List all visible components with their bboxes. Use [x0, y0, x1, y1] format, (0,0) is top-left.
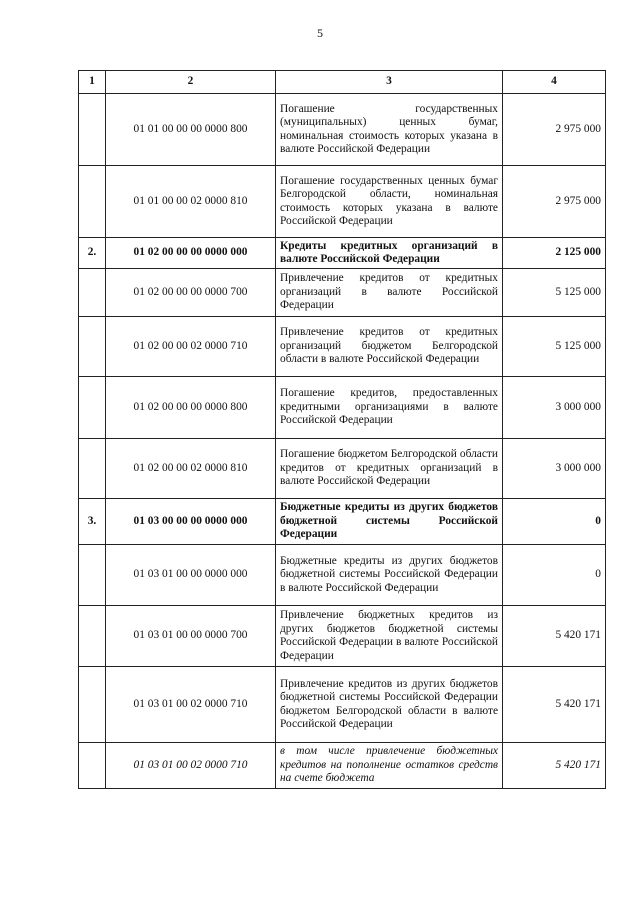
row-description: Бюджетные кредиты из других бюджетов бюджетной системы Российской Федерации в валюте Российской Федерации — [276, 545, 503, 606]
budget-code: 01 02 00 00 00 0000 800 — [106, 377, 276, 439]
row-description: Погашение государственных ценных бумаг Белгородской области, номинальная стоимость которых указана в валюте Российской Федерации — [276, 166, 503, 238]
column-header-1: 1 — [79, 71, 106, 94]
table-row — [79, 317, 606, 377]
table-row-section — [79, 238, 606, 269]
row-amount: 5 125 000 — [503, 317, 606, 377]
budget-code: 01 02 00 00 00 0000 700 — [106, 269, 276, 317]
budget-code: 01 03 01 00 00 0000 000 — [106, 545, 276, 606]
table-row-section — [79, 499, 606, 545]
row-amount: 5 420 171 — [503, 606, 606, 667]
row-number — [79, 269, 106, 317]
row-description: Привлечение кредитов от кредитных организаций бюджетом Белгородской области в валюте Российской Федерации — [276, 317, 503, 377]
row-amount: 5 420 171 — [503, 667, 606, 743]
budget-code: 01 02 00 00 00 0000 000 — [106, 238, 276, 269]
table-row — [79, 377, 606, 439]
table-row — [79, 269, 606, 317]
table-row-including — [79, 743, 606, 789]
page-number: 5 — [317, 26, 323, 40]
row-description: Погашение государственных (муниципальных) ценных бумаг, номинальная стоимость которых указана в валюте Российской Федерации — [276, 94, 503, 166]
table-row — [79, 545, 606, 606]
row-description: Привлечение бюджетных кредитов из других бюджетов бюджетной системы Российской Федерации в валюте Российской Федерации — [276, 606, 503, 667]
budget-code: 01 02 00 00 02 0000 710 — [106, 317, 276, 377]
row-number — [79, 377, 106, 439]
column-header-3: 3 — [276, 71, 503, 94]
row-number: 2. — [79, 238, 106, 269]
table-row — [79, 439, 606, 499]
budget-code: 01 03 01 00 02 0000 710 — [106, 743, 276, 789]
row-description: Привлечение кредитов из других бюджетов бюджетной системы Российской Федерации бюджетом Белгородской области в валюте Российской Федерации — [276, 667, 503, 743]
row-number — [79, 166, 106, 238]
row-number: 3. — [79, 499, 106, 545]
row-amount: 2 975 000 — [503, 166, 606, 238]
row-number — [79, 545, 106, 606]
budget-code: 01 01 00 00 00 0000 800 — [106, 94, 276, 166]
row-amount: 3 000 000 — [503, 439, 606, 499]
table-header-row — [79, 71, 606, 94]
row-amount: 2 975 000 — [503, 94, 606, 166]
row-amount: 2 125 000 — [503, 238, 606, 269]
budget-code: 01 01 00 00 02 0000 810 — [106, 166, 276, 238]
row-description: Бюджетные кредиты из других бюджетов бюджетной системы Российской Федерации — [276, 499, 503, 545]
row-amount: 3 000 000 — [503, 377, 606, 439]
table-row — [79, 166, 606, 238]
row-amount: 0 — [503, 499, 606, 545]
row-description: Привлечение кредитов от кредитных организаций в валюте Российской Федерации — [276, 269, 503, 317]
row-number — [79, 606, 106, 667]
budget-code: 01 03 01 00 02 0000 710 — [106, 667, 276, 743]
budget-code: 01 02 00 00 02 0000 810 — [106, 439, 276, 499]
budget-code: 01 03 01 00 00 0000 700 — [106, 606, 276, 667]
row-number — [79, 743, 106, 789]
column-header-2: 2 — [106, 71, 276, 94]
row-amount: 5 420 171 — [503, 743, 606, 789]
row-amount: 0 — [503, 545, 606, 606]
row-amount: 5 125 000 — [503, 269, 606, 317]
budget-code: 01 03 00 00 00 0000 000 — [106, 499, 276, 545]
row-description: Погашение кредитов, предоставленных кредитными организациями в валюте Российской Федерации — [276, 377, 503, 439]
row-description: Погашение бюджетом Белгородской области кредитов от кредитных организаций в валюте Российской Федерации — [276, 439, 503, 499]
row-number — [79, 317, 106, 377]
row-number — [79, 94, 106, 166]
table-row — [79, 94, 606, 166]
table-row — [79, 667, 606, 743]
table-row — [79, 606, 606, 667]
row-description: в том числе привлечение бюджетных кредитов на пополнение остатков средств на счете бюджета — [276, 743, 503, 789]
row-number — [79, 667, 106, 743]
row-number — [79, 439, 106, 499]
row-description: Кредиты кредитных организаций в валюте Российской Федерации — [276, 238, 503, 269]
column-header-4: 4 — [503, 71, 606, 94]
budget-sources-table — [78, 70, 606, 789]
